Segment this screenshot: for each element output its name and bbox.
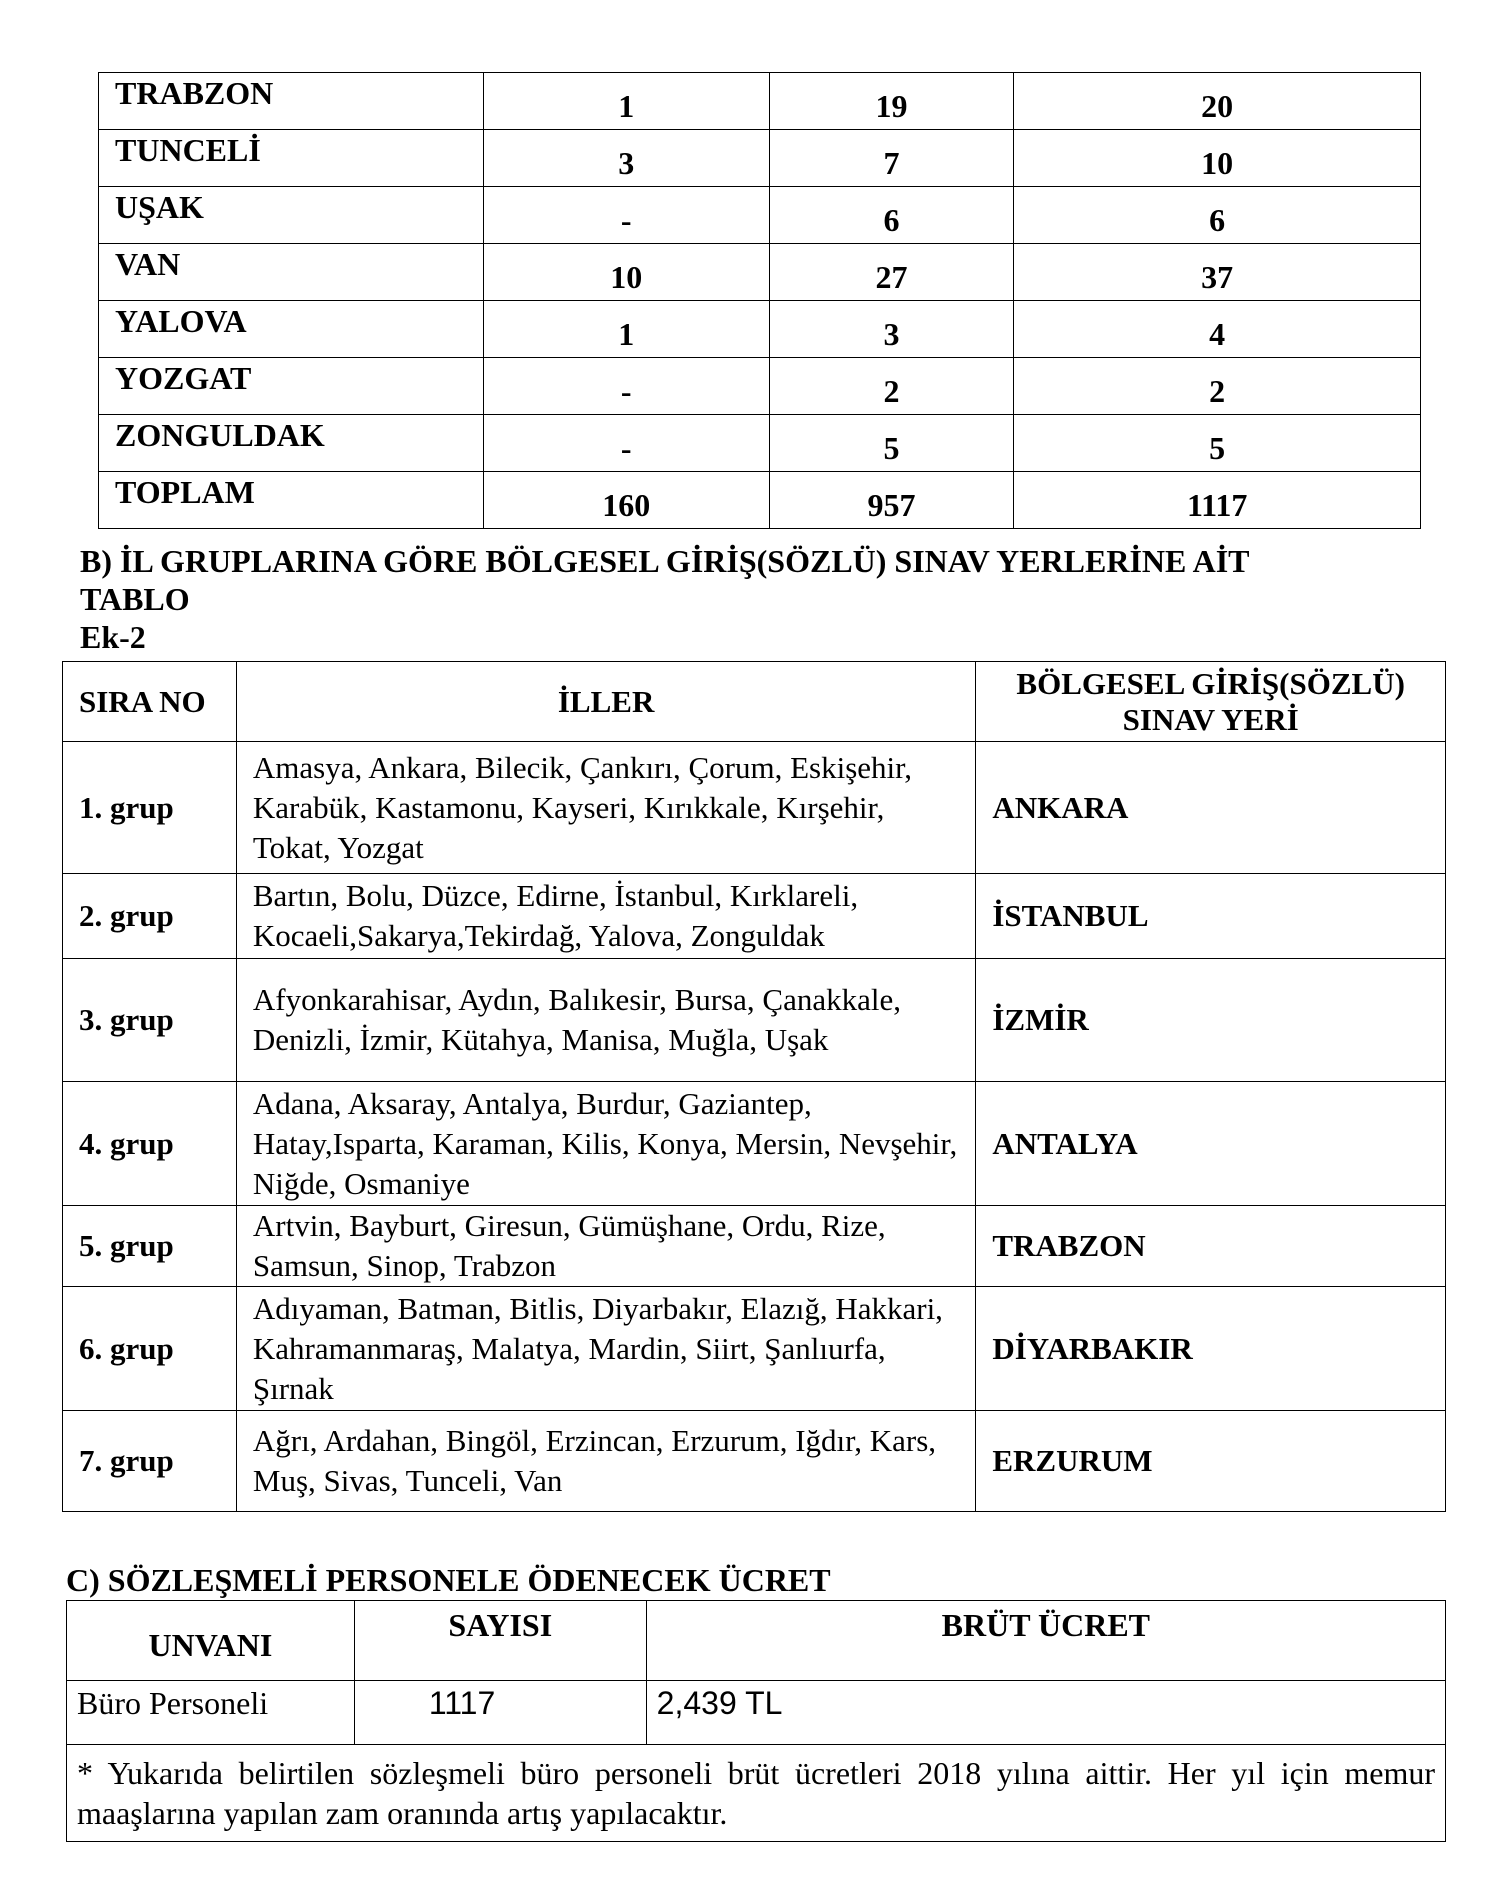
- group-number: 1. grup: [63, 742, 237, 874]
- count-cell: 27: [769, 244, 1014, 301]
- group-number: 7. grup: [63, 1411, 237, 1512]
- table-row: [99, 358, 1421, 415]
- table-header-row: [67, 1601, 1446, 1681]
- section-b-title-line1: B) İL GRUPLARINA GÖRE BÖLGESEL GİRİŞ(SÖZLÜ) SINAV YERLERİNE AİT: [80, 543, 1250, 579]
- province-list: Adıyaman, Batman, Bitlis, Diyarbakır, Elazığ, Hakkari, Kahramanmaraş, Malatya, Mardin, Siirt, Şanlıurfa, Şırnak: [236, 1287, 975, 1411]
- column-header-sinav-yeri: [976, 662, 1446, 742]
- exam-location: ANKARA: [976, 742, 1446, 874]
- annex-label: Ek-2: [80, 619, 146, 655]
- column-header-sira: SIRA NO: [63, 662, 237, 742]
- count-cell: 3: [769, 301, 1014, 358]
- table-row: [67, 1681, 1446, 1745]
- column-header-line1: BÖLGESEL GİRİŞ(SÖZLÜ): [1016, 665, 1405, 701]
- table-row: [99, 244, 1421, 301]
- exam-location: İZMİR: [976, 959, 1446, 1082]
- count-cell: 10: [483, 244, 769, 301]
- province-name: TRABZON: [99, 73, 484, 130]
- province-name: ZONGULDAK: [99, 415, 484, 472]
- province-list: Amasya, Ankara, Bilecik, Çankırı, Çorum, Eskişehir, Karabük, Kastamonu, Kayseri, Kırıkkale, Kırşehir, Tokat, Yozgat: [236, 742, 975, 874]
- province-list: Artvin, Bayburt, Giresun, Gümüşhane, Ordu, Rize, Samsun, Sinop, Trabzon: [236, 1206, 975, 1287]
- group-number: 4. grup: [63, 1082, 237, 1206]
- column-header-line2: SINAV YERİ: [1122, 701, 1299, 737]
- count-cell: -: [483, 187, 769, 244]
- province-name: TUNCELİ: [99, 130, 484, 187]
- exam-location: DİYARBAKIR: [976, 1287, 1446, 1411]
- exam-location: İSTANBUL: [976, 874, 1446, 959]
- footnote: * Yukarıda belirtilen sözleşmeli büro personeli brüt ücretleri 2018 yılına aittir. Her yıl için memur maaşlarına yapılan zam oranında artış yapılacaktır.: [67, 1745, 1446, 1842]
- province-name: VAN: [99, 244, 484, 301]
- total-cell: 160: [483, 472, 769, 529]
- count-cell: 1: [483, 301, 769, 358]
- count-cell: 20: [1014, 73, 1421, 130]
- group-number: 2. grup: [63, 874, 237, 959]
- count-cell: 1117: [354, 1681, 646, 1745]
- count-cell: 2: [1014, 358, 1421, 415]
- table-row: [63, 1082, 1446, 1206]
- count-cell: 1: [483, 73, 769, 130]
- title-cell: Büro Personeli: [67, 1681, 355, 1745]
- province-name: YOZGAT: [99, 358, 484, 415]
- table-row: [63, 742, 1446, 874]
- column-header-sayisi: SAYISI: [354, 1601, 646, 1681]
- province-list: Bartın, Bolu, Düzce, Edirne, İstanbul, Kırklareli, Kocaeli,Sakarya,Tekirdağ, Yalova, Zonguldak: [236, 874, 975, 959]
- salary-table: [66, 1600, 1446, 1842]
- table-row: [63, 874, 1446, 959]
- note-row: [67, 1745, 1446, 1842]
- total-cell: 1117: [1014, 472, 1421, 529]
- group-number: 3. grup: [63, 959, 237, 1082]
- count-cell: 2: [769, 358, 1014, 415]
- column-header-brut-ucret: BRÜT ÜCRET: [646, 1601, 1445, 1681]
- province-count-table: [98, 72, 1421, 529]
- count-cell: 4: [1014, 301, 1421, 358]
- exam-location-table: [62, 661, 1446, 1512]
- province-name: UŞAK: [99, 187, 484, 244]
- exam-location: ERZURUM: [976, 1411, 1446, 1512]
- total-label: TOPLAM: [99, 472, 484, 529]
- column-header-iller: İLLER: [236, 662, 975, 742]
- count-cell: 6: [1014, 187, 1421, 244]
- section-b-title-line2: TABLO: [80, 581, 190, 617]
- section-b-title: [80, 542, 1250, 656]
- count-cell: 19: [769, 73, 1014, 130]
- count-cell: -: [483, 415, 769, 472]
- table-row: [63, 959, 1446, 1082]
- table-header-row: [63, 662, 1446, 742]
- province-name: YALOVA: [99, 301, 484, 358]
- section-c-title: C) SÖZLEŞMELİ PERSONELE ÖDENECEK ÜCRET: [66, 1562, 831, 1598]
- count-cell: 5: [769, 415, 1014, 472]
- exam-location: ANTALYA: [976, 1082, 1446, 1206]
- total-cell: 957: [769, 472, 1014, 529]
- count-cell: -: [483, 358, 769, 415]
- province-list: Adana, Aksaray, Antalya, Burdur, Gaziantep, Hatay,Isparta, Karaman, Kilis, Konya, Mersin, Nevşehir, Niğde, Osmaniye: [236, 1082, 975, 1206]
- count-cell: 37: [1014, 244, 1421, 301]
- table-row: [99, 415, 1421, 472]
- table-row: [99, 130, 1421, 187]
- count-cell: 5: [1014, 415, 1421, 472]
- province-list: Afyonkarahisar, Aydın, Balıkesir, Bursa, Çanakkale, Denizli, İzmir, Kütahya, Manisa, Muğla, Uşak: [236, 959, 975, 1082]
- count-cell: 6: [769, 187, 1014, 244]
- table-row: [63, 1287, 1446, 1411]
- table-row: [99, 301, 1421, 358]
- total-row: [99, 472, 1421, 529]
- exam-location: TRABZON: [976, 1206, 1446, 1287]
- column-header-unvan: UNVANI: [67, 1601, 355, 1681]
- table-row: [99, 187, 1421, 244]
- count-cell: 10: [1014, 130, 1421, 187]
- group-number: 6. grup: [63, 1287, 237, 1411]
- group-number: 5. grup: [63, 1206, 237, 1287]
- table-row: [99, 73, 1421, 130]
- count-cell: 7: [769, 130, 1014, 187]
- province-list: Ağrı, Ardahan, Bingöl, Erzincan, Erzurum, Iğdır, Kars, Muş, Sivas, Tunceli, Van: [236, 1411, 975, 1512]
- gross-salary-cell: 2,439 TL: [646, 1681, 1445, 1745]
- table-row: [63, 1411, 1446, 1512]
- count-cell: 3: [483, 130, 769, 187]
- table-row: [63, 1206, 1446, 1287]
